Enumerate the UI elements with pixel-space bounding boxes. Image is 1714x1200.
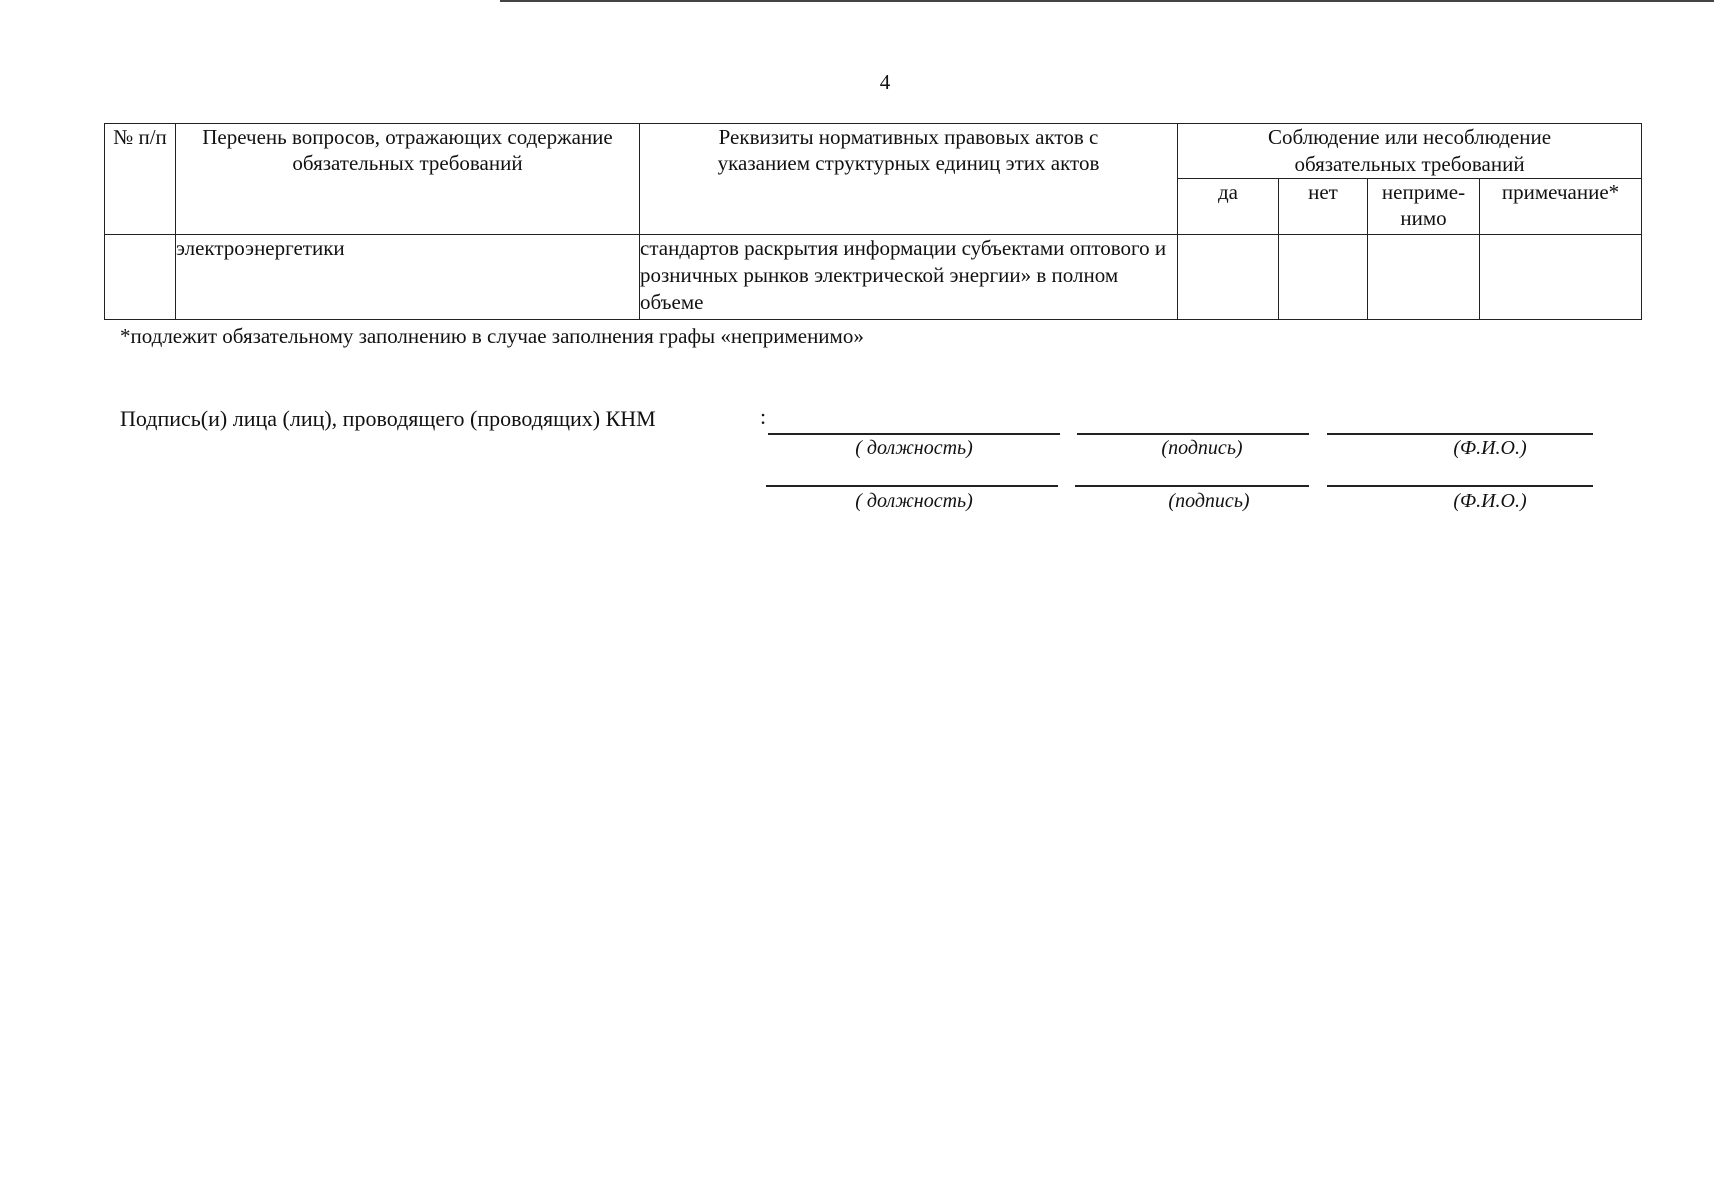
row-num <box>105 235 176 320</box>
name-line-2[interactable] <box>1327 485 1593 487</box>
position-label-2: ( должность) <box>855 490 973 512</box>
header-num: № п/п <box>105 124 176 235</box>
signature-line-2[interactable] <box>1075 485 1309 487</box>
signature-line-1[interactable] <box>1077 433 1309 435</box>
name-line-1[interactable] <box>1327 433 1593 435</box>
table-header-row <box>105 124 1642 179</box>
row-question: электроэнергетики <box>176 235 640 320</box>
header-no: нет <box>1279 179 1368 235</box>
header-yes: да <box>1178 179 1279 235</box>
header-not-applicable: неприме-нимо <box>1368 179 1480 235</box>
requirements-table <box>104 123 1642 320</box>
name-label-2: (Ф.И.О.) <box>1453 490 1527 512</box>
position-label-1: ( должность) <box>855 437 973 459</box>
header-acts: Реквизиты нормативных правовых актов с указанием структурных единиц этих актов <box>640 124 1178 235</box>
table-row <box>105 235 1642 320</box>
row-yes-cell[interactable] <box>1178 235 1279 320</box>
position-line-2[interactable] <box>766 485 1058 487</box>
header-questions: Перечень вопросов, отражающих содержание обязательных требований <box>176 124 640 235</box>
name-label-1: (Ф.И.О.) <box>1453 437 1527 459</box>
row-note-cell[interactable] <box>1480 235 1642 320</box>
row-acts: стандартов раскрытия информации субъектами оптового и розничных рынков электрической энергии» в полном объеме <box>640 235 1178 320</box>
top-border-rule <box>500 0 1714 2</box>
signature-label-2: (подпись) <box>1168 490 1250 512</box>
signature-label-1: (подпись) <box>1161 437 1243 459</box>
row-not-applicable-cell[interactable] <box>1368 235 1480 320</box>
header-note: примечание* <box>1480 179 1642 235</box>
signature-caption: Подпись(и) лица (лиц), проводящего (проводящих) КНМ <box>120 406 656 431</box>
header-compliance-group: Соблюдение или несоблюдение обязательных требований <box>1178 124 1642 179</box>
row-no-cell[interactable] <box>1279 235 1368 320</box>
signature-colon: : <box>760 404 767 429</box>
footnote: *подлежит обязательному заполнению в случае заполнения графы «неприменимо» <box>120 324 864 348</box>
position-line-1[interactable] <box>768 433 1060 435</box>
page-number: 4 <box>879 70 891 94</box>
